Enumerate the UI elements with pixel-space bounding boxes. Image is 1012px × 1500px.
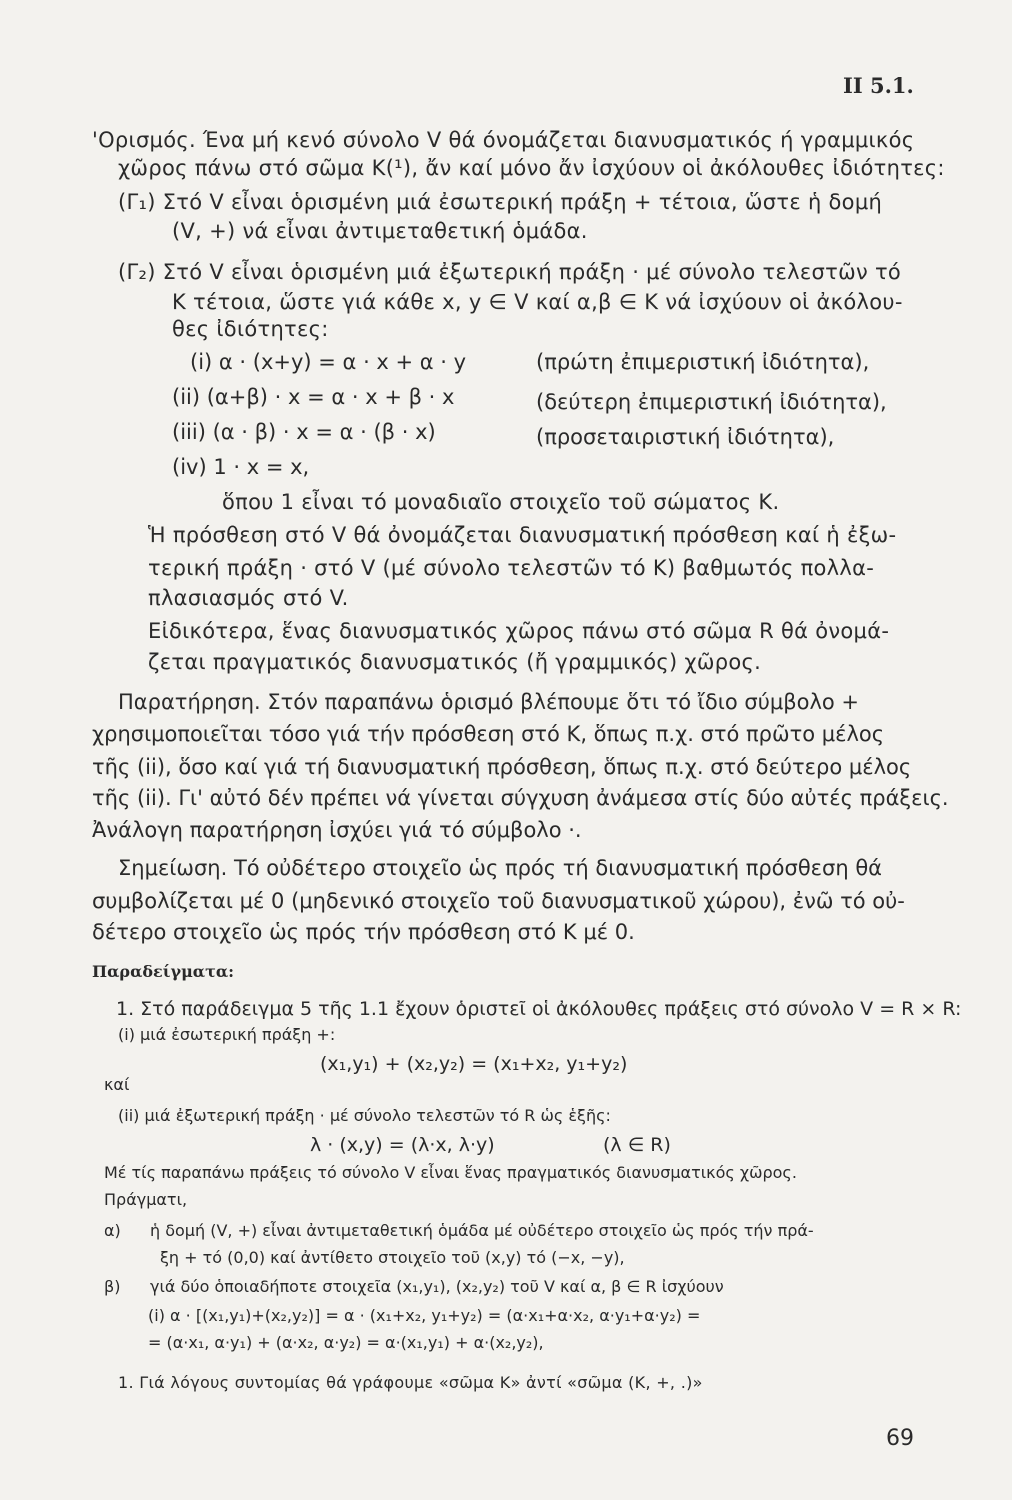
note-line-1: Σημείωση. Τό οὐδέτερο στοιχεῖο ὡς πρός τή διανυσματική πρόσθεση θά [118, 856, 883, 880]
example-line-3: (x₁,y₁) + (x₂,y₂) = (x₁+x₂, y₁+y₂) [320, 1053, 628, 1075]
definition-line-2: χῶρος πάνω στό σῶμα Κ(¹), ἄν καί μόνο ἄν ἰσχύουν οἱ ἀκόλουθες ἰδιότητες: [118, 156, 945, 180]
example-line-16: = (α·x₁, α·y₁) + (α·x₂, α·y₂) = α·(x₁,y₁) + α·(x₂,y₂), [148, 1333, 544, 1352]
definition-line-4: (V, +) νά εἶναι ἀντιμεταθετική ὁμάδα. [172, 219, 588, 243]
naming-line-5: ζεται πραγματικός διανυσματικός (ἤ γραμμικός) χῶρος. [148, 650, 762, 674]
remark-line-2: χρησιμοποιεῖται τόσο γιά τήν πρόσθεση στό Κ, ὅπως π.χ. στό πρῶτο μέλος [92, 722, 885, 746]
example-line-10: α) [104, 1221, 121, 1240]
definition-line-7: θες ἰδιότητες: [172, 317, 329, 341]
property-1-note: (πρώτη ἐπιμεριστική ἰδιότητα), [536, 350, 870, 374]
property-3-note: (προσεταιριστική ἰδιότητα), [536, 425, 835, 449]
example-line-13: β) [104, 1277, 121, 1296]
example-line-14: γιά δύο ὁποιαδήποτε στοιχεῖα (x₁,y₁), (x₂,y₂) τοῦ V καί α, β ∈ R ἰσχύουν [150, 1277, 724, 1296]
property-3-formula: (iii) (α · β) · x = α · (β · x) [172, 420, 436, 444]
example-line-4: καί [104, 1075, 130, 1094]
definition-line-6: Κ τέτοια, ὥστε γιά κάθε x, y ∈ V καί α,β ∈ Κ νά ἰσχύουν οἱ ἀκόλου- [172, 290, 903, 314]
unit-element-line: ὅπου 1 εἶναι τό μοναδιαῖο στοιχεῖο τοῦ σώματος Κ. [222, 490, 780, 514]
remark-line-1: Παρατήρηση. Στόν παραπάνω ὁρισμό βλέπουμε ὅτι τό ἴδιο σύμβολο + [118, 690, 859, 714]
example-line-6: λ · (x,y) = (λ·x, λ·y) [310, 1134, 495, 1156]
example-line-15: (i) α · [(x₁,y₁)+(x₂,y₂)] = α · (x₁+x₂, y₁+y₂) = (α·x₁+α·x₂, α·y₁+α·y₂) = [148, 1306, 701, 1325]
example-line-8: Μέ τίς παραπάνω πράξεις τό σύνολο V εἶναι ἕνας πραγματικός διανυσματικός χῶρος. [104, 1163, 797, 1182]
definition-line-3: (Γ₁) Στό V εἶναι ὁρισμένη μιά ἐσωτερική πράξη + τέτοια, ὥστε ἡ δομή [118, 190, 883, 214]
example-line-5: (ii) μιά ἐξωτερική πράξη · μέ σύνολο τελεστῶν τό R ὡς ἑξῆς: [118, 1106, 611, 1125]
note-line-3: δέτερο στοιχεῖο ὡς πρός τήν πρόσθεση στό Κ μέ 0. [92, 920, 635, 944]
section-header: II 5.1. [843, 73, 914, 98]
example-line-1: 1. Στό παράδειγμα 5 τῆς 1.1 ἔχουν ὁριστεῖ οἱ ἀκόλουθες πράξεις στό σύνολο V = R × R: [116, 998, 962, 1020]
example-line-7: (λ ∈ R) [603, 1134, 671, 1156]
note-line-2: συμβολίζεται μέ 0 (μηδενικό στοιχεῖο τοῦ διανυσματικοῦ χώρου), ἐνῶ τό οὐ- [92, 889, 905, 913]
property-2-note: (δεύτερη ἐπιμεριστική ἰδιότητα), [536, 390, 887, 414]
naming-line-1: Ἡ πρόσθεση στό V θά ὀνομάζεται διανυσματική πρόσθεση καί ἡ ἐξω- [148, 523, 897, 547]
remark-line-4: τῆς (ii). Γι' αὐτό δέν πρέπει νά γίνεται σύγχυση ἀνάμεσα στίς δύο αὐτές πράξεις. [92, 786, 949, 810]
page-number: 69 [886, 1426, 914, 1451]
remark-line-3: τῆς (ii), ὅσο καί γιά τή διανυσματική πρόσθεση, ὅπως π.χ. στό δεύτερο μέλος [92, 755, 912, 779]
example-line-11: ἡ δομή (V, +) εἶναι ἀντιμεταθετική ὁμάδα μέ οὐδέτερο στοιχεῖο ὡς πρός τήν πρά- [150, 1221, 814, 1240]
property-2-formula: (ii) (α+β) · x = α · x + β · x [172, 385, 455, 409]
definition-line-5: (Γ₂) Στό V εἶναι ὁρισμένη μιά ἐξωτερική πράξη · μέ σύνολο τελεστῶν τό [118, 260, 902, 284]
example-line-9: Πράγματι, [104, 1190, 188, 1209]
naming-line-4: Εἰδικότερα, ἕνας διανυσματικός χῶρος πάνω στό σῶμα R θά ὀνομά- [148, 619, 890, 643]
example-line-2: (i) μιά ἐσωτερική πράξη +: [118, 1025, 336, 1044]
naming-line-2: τερική πράξη · στό V (μέ σύνολο τελεστῶν τό Κ) βαθμωτός πολλα- [148, 556, 875, 580]
footnote: 1. Γιά λόγους συντομίας θά γράφουμε «σῶμα Κ» ἀντί «σῶμα (Κ, +, .)» [118, 1373, 703, 1392]
property-4-formula: (iv) 1 · x = x, [172, 455, 310, 479]
definition-line-1: 'Ορισμός. Ένα μή κενό σύνολο V θά όνομάζεται διανυσματικός ή γραμμικός [92, 128, 915, 152]
property-1-formula: (i) α · (x+y) = α · x + α · y [190, 350, 467, 374]
remark-line-5: Ἀνάλογη παρατήρηση ἰσχύει γιά τό σύμβολο ·. [92, 818, 582, 842]
example-line-12: ξη + τό (0,0) καί ἀντίθετο στοιχεῖο τοῦ (x,y) τό (−x, −y), [160, 1248, 625, 1267]
naming-line-3: πλασιασμός στό V. [148, 586, 349, 610]
examples-heading: Παραδείγματα: [92, 962, 235, 981]
